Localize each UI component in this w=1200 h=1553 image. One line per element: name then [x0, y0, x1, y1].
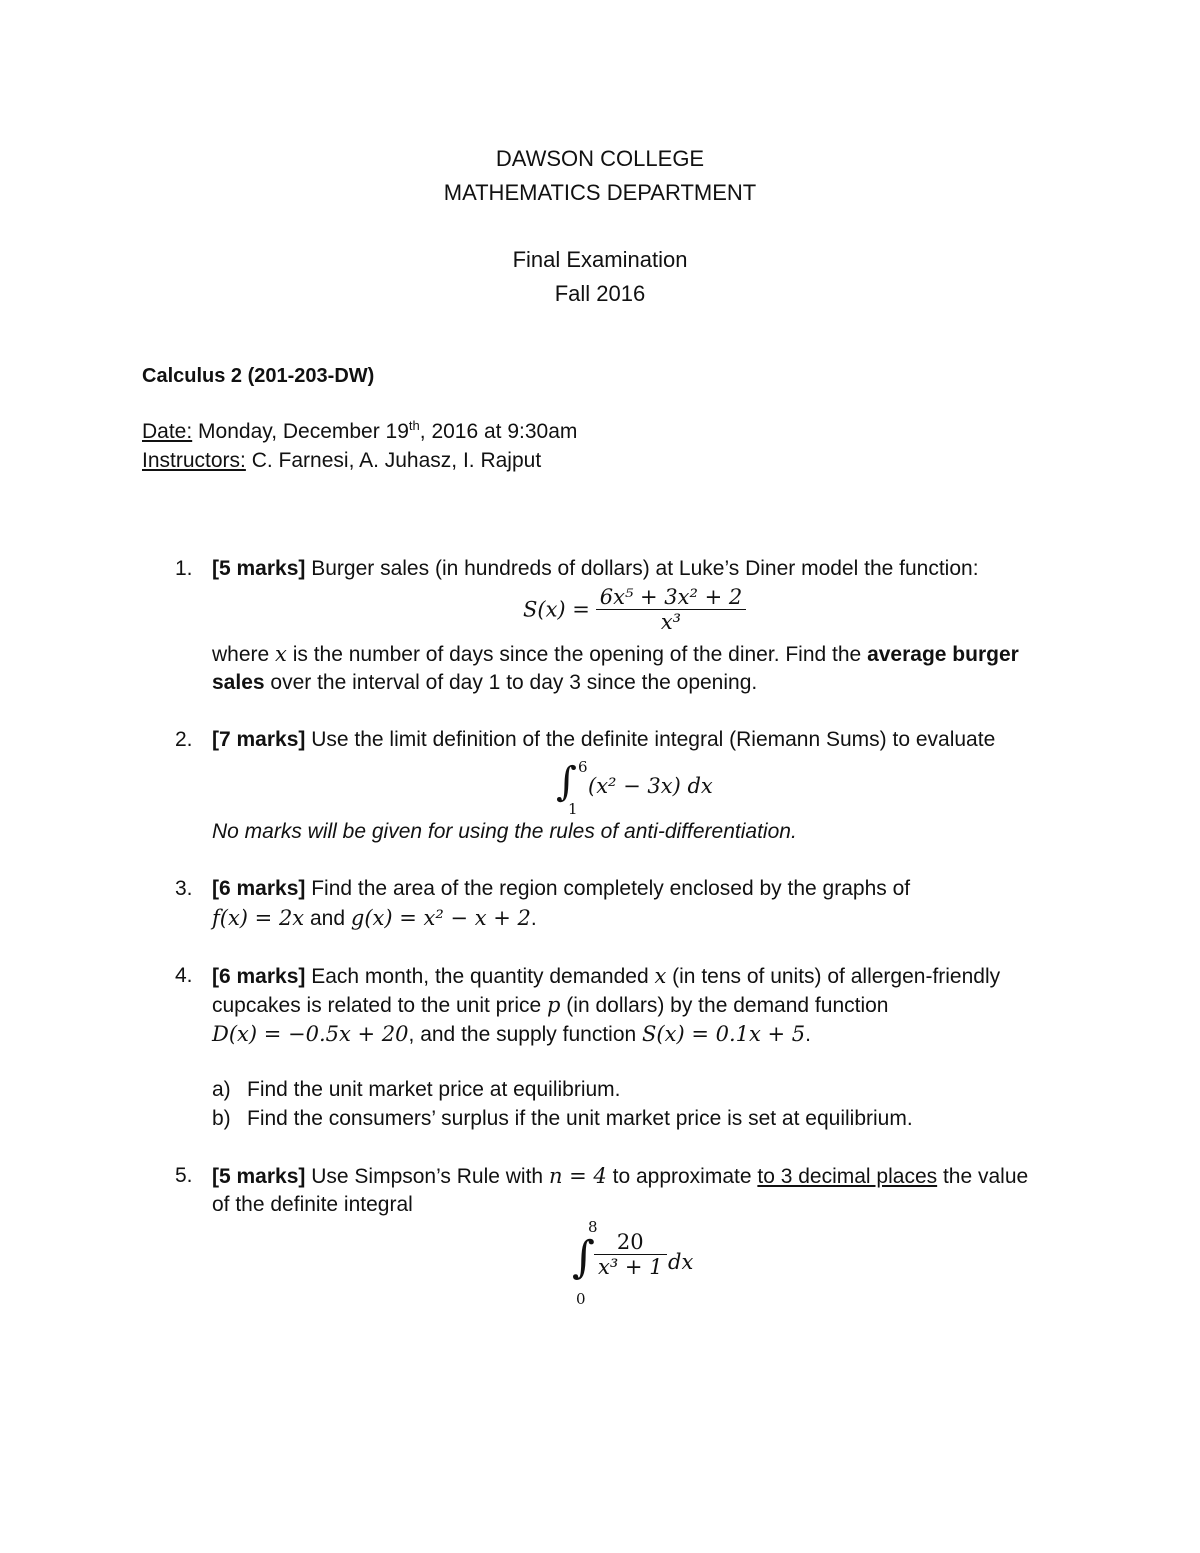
question-4-line-2 — [212, 993, 888, 1018]
q5-underlined: to 3 decimal places — [757, 1165, 938, 1188]
q4-line2-b: (in dollars) by the demand function — [560, 994, 889, 1017]
question-3-prompt: Find the area of the region completely enclosed by the graphs of — [305, 877, 911, 900]
question-2-marks: [7 marks] — [212, 728, 306, 751]
function-g: g(x) = x² − x + 2 — [350, 906, 531, 930]
question-1-formula — [523, 585, 746, 634]
formula-denominator: x³ — [660, 610, 682, 634]
college-name: DAWSON COLLEGE — [495, 146, 705, 171]
q4-line2-a: cupcakes is related to the unit price — [212, 994, 548, 1017]
integral-sign-icon: ∫ — [572, 1232, 595, 1283]
integral-lower-limit: 0 — [576, 1290, 586, 1308]
question-5-line-2: of the definite integral — [212, 1193, 413, 1216]
integrand-denominator: x³ + 1 — [598, 1255, 663, 1279]
question-5-marks: [5 marks] — [212, 1165, 306, 1188]
q3-and: and — [304, 907, 351, 930]
question-5-integral — [568, 1218, 728, 1308]
question-1-number: 1. — [175, 557, 193, 580]
q5-text-b: to approximate — [606, 1165, 758, 1188]
integrand-numerator: 20 — [594, 1230, 667, 1255]
instructors-names: C. Farnesi, A. Juhasz, I. Rajput — [245, 449, 542, 472]
question-4b-text: Find the consumers’ surplus if the unit market price is set at equilibrium. — [247, 1107, 913, 1130]
question-2-text — [212, 728, 995, 752]
integrand: (x² − 3x) dx — [588, 774, 713, 798]
question-4-line-3 — [212, 1022, 811, 1047]
date-text-end: , 2016 at 9:30am — [419, 420, 578, 443]
q1-text-mid: is the number of days since the opening of the diner. Find the — [286, 643, 868, 666]
question-4-number: 4. — [175, 964, 193, 987]
question-3-number: 3. — [175, 877, 193, 900]
supply-function: S(x) = 0.1x + 5 — [642, 1022, 806, 1046]
exam-instructors — [142, 449, 541, 473]
question-4b-label: b) — [212, 1107, 231, 1130]
integral-upper-limit: 8 — [588, 1218, 598, 1236]
q1-bold-1: average burger — [867, 643, 1019, 666]
q5-text-a: Use Simpson’s Rule with — [305, 1165, 549, 1188]
q4-supply-text: , and the supply function — [408, 1023, 643, 1046]
q4-text-b: (in tens of units) of allergen-friendly — [666, 965, 1001, 988]
question-3-marks: [6 marks] — [212, 877, 306, 900]
q4-period: . — [805, 1023, 811, 1046]
instructors-label: Instructors: — [142, 449, 246, 472]
question-2-number: 2. — [175, 728, 193, 751]
q1-var-x: x — [275, 642, 287, 666]
q4-var-x: x — [654, 964, 667, 988]
exam-title: Final Examination — [512, 247, 688, 272]
q4-text-a: Each month, the quantity demanded — [305, 965, 655, 988]
date-text: Monday, December 19 — [192, 420, 409, 443]
integral-lower-limit: 1 — [568, 800, 578, 818]
q5-text-c: the value — [937, 1165, 1029, 1188]
question-1-text — [212, 557, 979, 581]
q1-bold-2: sales — [212, 671, 265, 694]
q4-var-p: p — [547, 993, 561, 1017]
department-name: MATHEMATICS DEPARTMENT — [443, 180, 757, 205]
question-5-text — [212, 1164, 1028, 1189]
exam-date — [142, 420, 577, 444]
question-3-functions — [212, 906, 537, 931]
q3-period: . — [530, 907, 537, 930]
q1-text-where: where — [212, 643, 276, 666]
question-4-text — [212, 964, 1000, 989]
question-4a-text: Find the unit market price at equilibrium. — [247, 1078, 621, 1101]
question-2-note: No marks will be given for using the rules of anti-differentiation. — [212, 820, 797, 843]
exam-term: Fall 2016 — [554, 281, 646, 306]
question-1-marks: [5 marks] — [212, 557, 306, 580]
question-4a-label: a) — [212, 1078, 231, 1101]
q1-text-end: over the interval of day 1 to day 3 since the opening. — [264, 671, 758, 694]
q5-n-value: n = 4 — [548, 1164, 607, 1188]
question-1-line-3 — [212, 671, 757, 695]
formula-numerator: 6x⁵ + 3x² + 2 — [596, 585, 747, 610]
question-4-marks: [6 marks] — [212, 965, 306, 988]
demand-function: D(x) = −0.5x + 20 — [212, 1022, 409, 1046]
formula-lhs: S(x) = — [523, 597, 590, 622]
formula-fraction — [596, 585, 747, 634]
question-1-prompt: Burger sales (in hundreds of dollars) at Luke’s Diner model the function: — [305, 557, 979, 580]
question-2-prompt: Use the limit definition of the definite integral (Riemann Sums) to evaluate — [305, 728, 996, 751]
question-3-text — [212, 877, 910, 901]
function-f: f(x) = 2x — [212, 906, 305, 930]
integrand-fraction — [594, 1230, 667, 1279]
integral-upper-limit: 6 — [578, 758, 588, 776]
question-5-number: 5. — [175, 1164, 193, 1187]
integrand-dx: dx — [668, 1250, 694, 1274]
date-label: Date: — [142, 420, 193, 443]
question-2-integral — [556, 758, 756, 818]
date-sup: th — [408, 418, 420, 434]
question-1-line-2 — [212, 642, 1019, 667]
integral-sign-icon: ∫ — [556, 759, 577, 805]
course-title: Calculus 2 (201-203-DW) — [142, 365, 375, 387]
